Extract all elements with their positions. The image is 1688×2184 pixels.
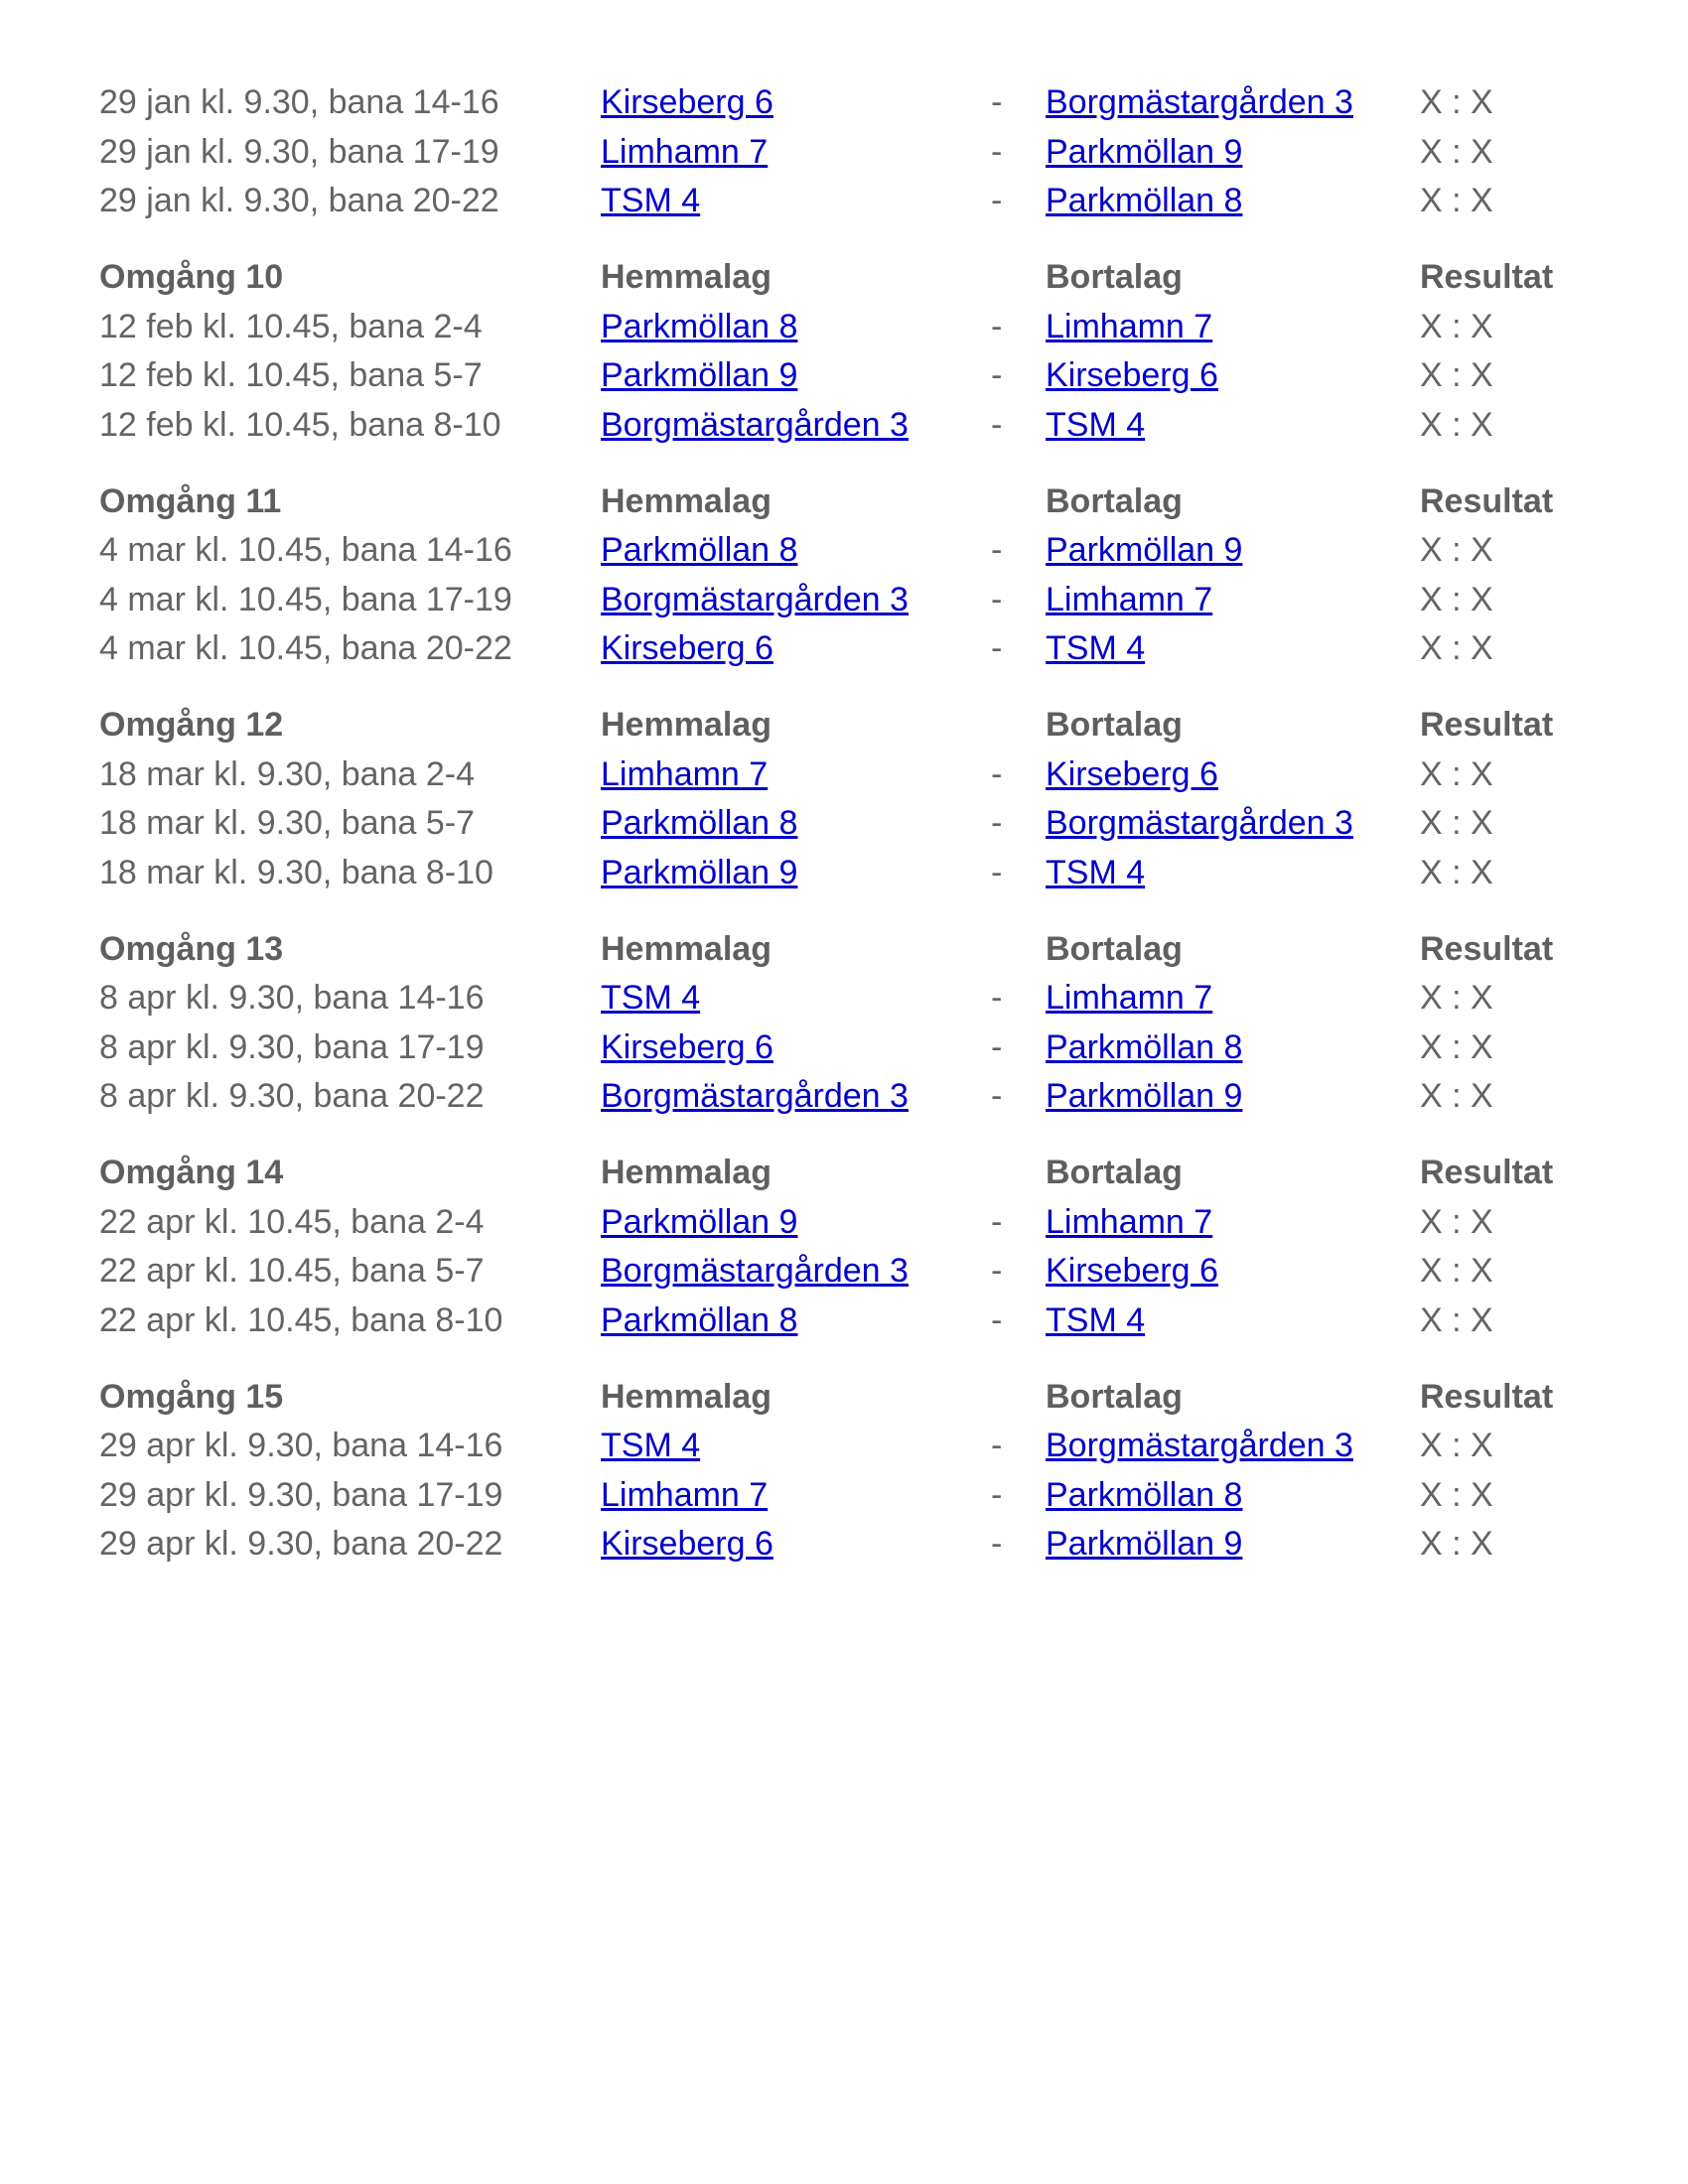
home-team-link[interactable]: Kirseberg 6 <box>601 1027 774 1066</box>
away-team-link[interactable]: Kirseberg 6 <box>1046 1252 1218 1290</box>
section-title: Omgång 11 <box>99 481 282 520</box>
separator-dash: - <box>991 83 1003 121</box>
match-result: X : X <box>1420 979 1493 1017</box>
separator-dash: - <box>991 804 1003 842</box>
table-row <box>0 624 1688 674</box>
separator-dash: - <box>991 132 1003 171</box>
column-header-away: Bortalag <box>1046 929 1183 968</box>
match-result: X : X <box>1420 804 1493 842</box>
home-team-link[interactable]: TSM 4 <box>601 1427 701 1464</box>
away-team-link[interactable]: TSM 4 <box>1046 629 1146 667</box>
home-team-link[interactable]: Limhamn 7 <box>601 1475 769 1514</box>
table-row <box>0 576 1688 625</box>
home-team-link[interactable]: Parkmöllan 9 <box>601 356 798 394</box>
match-result: X : X <box>1420 132 1493 171</box>
match-result: X : X <box>1420 83 1493 121</box>
separator-dash: - <box>991 1202 1003 1241</box>
table-row <box>0 303 1688 352</box>
section-title: Omgång 13 <box>99 929 284 968</box>
section-title: Omgång 10 <box>99 258 284 296</box>
column-header-away: Bortalag <box>1046 1154 1183 1191</box>
column-header-result: Resultat <box>1420 1154 1554 1191</box>
section-title: Omgång 15 <box>99 1377 284 1416</box>
match-date: 18 mar kl. 9.30, bana 8-10 <box>99 853 493 891</box>
column-header-home: Hemmalag <box>601 258 772 296</box>
match-date: 29 jan kl. 9.30, bana 17-19 <box>99 132 499 171</box>
section-header-row <box>0 701 1688 751</box>
away-team-link[interactable]: Borgmästargården 3 <box>1046 83 1353 121</box>
column-header-result: Resultat <box>1420 706 1554 744</box>
home-team-link[interactable]: Parkmöllan 9 <box>601 853 798 891</box>
separator-dash: - <box>991 1525 1003 1563</box>
section-header-row <box>0 478 1688 527</box>
match-result: X : X <box>1420 356 1493 394</box>
column-header-away: Bortalag <box>1046 706 1183 744</box>
match-date: 12 feb kl. 10.45, bana 2-4 <box>99 307 483 345</box>
home-team-link[interactable]: Parkmöllan 8 <box>601 1300 798 1339</box>
match-date: 8 apr kl. 9.30, bana 17-19 <box>99 1027 485 1066</box>
table-row <box>0 1198 1688 1248</box>
column-header-away: Bortalag <box>1046 1377 1183 1416</box>
column-header-home: Hemmalag <box>601 481 772 520</box>
match-result: X : X <box>1420 853 1493 891</box>
separator-dash: - <box>991 356 1003 394</box>
away-team-link[interactable]: TSM 4 <box>1046 1300 1146 1339</box>
column-header-result: Resultat <box>1420 481 1554 520</box>
home-team-link[interactable]: TSM 4 <box>601 182 701 219</box>
table-row <box>0 1520 1688 1570</box>
away-team-link[interactable]: Parkmöllan 9 <box>1046 1077 1243 1115</box>
separator-dash: - <box>991 1077 1003 1115</box>
table-row <box>0 1247 1688 1297</box>
separator-dash: - <box>991 307 1003 345</box>
match-result: X : X <box>1420 1300 1493 1339</box>
match-result: X : X <box>1420 307 1493 345</box>
separator-dash: - <box>991 1427 1003 1464</box>
column-header-away: Bortalag <box>1046 481 1183 520</box>
separator-dash: - <box>991 580 1003 618</box>
match-date: 8 apr kl. 9.30, bana 14-16 <box>99 979 485 1017</box>
match-result: X : X <box>1420 580 1493 618</box>
column-header-result: Resultat <box>1420 258 1554 296</box>
home-team-link[interactable]: Limhamn 7 <box>601 132 769 171</box>
home-team-link[interactable]: Parkmöllan 9 <box>601 1202 798 1241</box>
match-result: X : X <box>1420 1202 1493 1241</box>
table-row <box>0 401 1688 451</box>
match-date: 29 apr kl. 9.30, bana 14-16 <box>99 1427 503 1464</box>
match-date: 4 mar kl. 10.45, bana 17-19 <box>99 580 512 618</box>
separator-dash: - <box>991 182 1003 219</box>
home-team-link[interactable]: Kirseberg 6 <box>601 1525 774 1563</box>
separator-dash: - <box>991 629 1003 667</box>
away-team-link[interactable]: Parkmöllan 9 <box>1046 531 1243 569</box>
match-date: 29 jan kl. 9.30, bana 20-22 <box>99 182 499 219</box>
match-date: 29 apr kl. 9.30, bana 20-22 <box>99 1525 503 1563</box>
away-team-link[interactable]: Borgmästargården 3 <box>1046 804 1353 842</box>
match-result: X : X <box>1420 754 1493 793</box>
separator-dash: - <box>991 754 1003 793</box>
table-row <box>0 526 1688 576</box>
table-row <box>0 351 1688 401</box>
separator-dash: - <box>991 1475 1003 1514</box>
home-team-link[interactable]: Kirseberg 6 <box>601 629 774 667</box>
separator-dash: - <box>991 1300 1003 1339</box>
match-date: 22 apr kl. 10.45, bana 2-4 <box>99 1202 485 1241</box>
column-header-result: Resultat <box>1420 1377 1554 1416</box>
home-team-link[interactable]: Parkmöllan 8 <box>601 804 798 842</box>
section-header-row <box>0 253 1688 303</box>
home-team-link[interactable]: TSM 4 <box>601 979 701 1017</box>
section-title: Omgång 14 <box>99 1154 284 1191</box>
column-header-home: Hemmalag <box>601 1377 772 1416</box>
match-result: X : X <box>1420 1475 1493 1514</box>
match-result: X : X <box>1420 629 1493 667</box>
column-header-home: Hemmalag <box>601 929 772 968</box>
table-row <box>0 128 1688 178</box>
away-team-link[interactable]: Limhamn 7 <box>1046 307 1213 345</box>
away-team-link[interactable]: TSM 4 <box>1046 853 1146 891</box>
column-header-home: Hemmalag <box>601 1154 772 1191</box>
match-result: X : X <box>1420 531 1493 569</box>
away-team-link[interactable]: Kirseberg 6 <box>1046 754 1218 793</box>
separator-dash: - <box>991 1252 1003 1290</box>
column-header-home: Hemmalag <box>601 706 772 744</box>
match-result: X : X <box>1420 1252 1493 1290</box>
match-result: X : X <box>1420 1427 1493 1464</box>
match-date: 29 apr kl. 9.30, bana 17-19 <box>99 1475 503 1514</box>
separator-dash: - <box>991 979 1003 1017</box>
separator-dash: - <box>991 405 1003 444</box>
away-team-link[interactable]: Parkmöllan 9 <box>1046 1525 1243 1563</box>
separator-dash: - <box>991 853 1003 891</box>
away-team-link[interactable]: Limhamn 7 <box>1046 979 1213 1017</box>
away-team-link[interactable]: TSM 4 <box>1046 405 1146 444</box>
match-result: X : X <box>1420 1525 1493 1563</box>
match-date: 4 mar kl. 10.45, bana 14-16 <box>99 531 512 569</box>
match-date: 12 feb kl. 10.45, bana 8-10 <box>99 405 501 444</box>
home-team-link[interactable]: Parkmöllan 8 <box>601 531 798 569</box>
table-row <box>0 78 1688 128</box>
column-header-away: Bortalag <box>1046 258 1183 296</box>
table-row <box>0 799 1688 849</box>
away-team-link[interactable]: Kirseberg 6 <box>1046 356 1218 394</box>
away-team-link[interactable]: Parkmöllan 8 <box>1046 1027 1243 1066</box>
away-team-link[interactable]: Parkmöllan 9 <box>1046 132 1243 171</box>
table-row <box>0 751 1688 800</box>
match-date: 22 apr kl. 10.45, bana 5-7 <box>99 1252 485 1290</box>
table-row <box>0 849 1688 898</box>
home-team-link[interactable]: Borgmästargården 3 <box>601 1252 909 1290</box>
table-row <box>0 177 1688 226</box>
section-header-row <box>0 1373 1688 1423</box>
match-date: 12 feb kl. 10.45, bana 5-7 <box>99 356 483 394</box>
table-row <box>0 1471 1688 1521</box>
home-team-link[interactable]: Borgmästargården 3 <box>601 1077 909 1115</box>
match-date: 18 mar kl. 9.30, bana 2-4 <box>99 754 476 793</box>
match-result: X : X <box>1420 182 1493 219</box>
table-row <box>0 1297 1688 1346</box>
away-team-link[interactable]: Limhamn 7 <box>1046 1202 1213 1241</box>
separator-dash: - <box>991 1027 1003 1066</box>
column-header-result: Resultat <box>1420 929 1554 968</box>
home-team-link[interactable]: Borgmästargården 3 <box>601 405 909 444</box>
table-row <box>0 1422 1688 1471</box>
away-team-link[interactable]: Borgmästargården 3 <box>1046 1427 1353 1464</box>
separator-dash: - <box>991 531 1003 569</box>
home-team-link[interactable]: Kirseberg 6 <box>601 83 774 121</box>
table-row <box>0 974 1688 1024</box>
match-result: X : X <box>1420 405 1493 444</box>
table-row <box>0 1072 1688 1122</box>
match-date: 8 apr kl. 9.30, bana 20-22 <box>99 1077 485 1115</box>
away-team-link[interactable]: Parkmöllan 8 <box>1046 1475 1243 1514</box>
match-date: 29 jan kl. 9.30, bana 14-16 <box>99 83 499 121</box>
home-team-link[interactable]: Parkmöllan 8 <box>601 307 798 345</box>
section-title: Omgång 12 <box>99 706 284 744</box>
table-row <box>0 1024 1688 1073</box>
home-team-link[interactable]: Borgmästargården 3 <box>601 580 909 618</box>
match-date: 18 mar kl. 9.30, bana 5-7 <box>99 804 476 842</box>
section-header-row <box>0 1149 1688 1198</box>
section-header-row <box>0 925 1688 975</box>
home-team-link[interactable]: Limhamn 7 <box>601 754 769 793</box>
match-result: X : X <box>1420 1077 1493 1115</box>
match-date: 4 mar kl. 10.45, bana 20-22 <box>99 629 512 667</box>
away-team-link[interactable]: Limhamn 7 <box>1046 580 1213 618</box>
match-result: X : X <box>1420 1027 1493 1066</box>
match-date: 22 apr kl. 10.45, bana 8-10 <box>99 1300 503 1339</box>
away-team-link[interactable]: Parkmöllan 8 <box>1046 182 1243 219</box>
